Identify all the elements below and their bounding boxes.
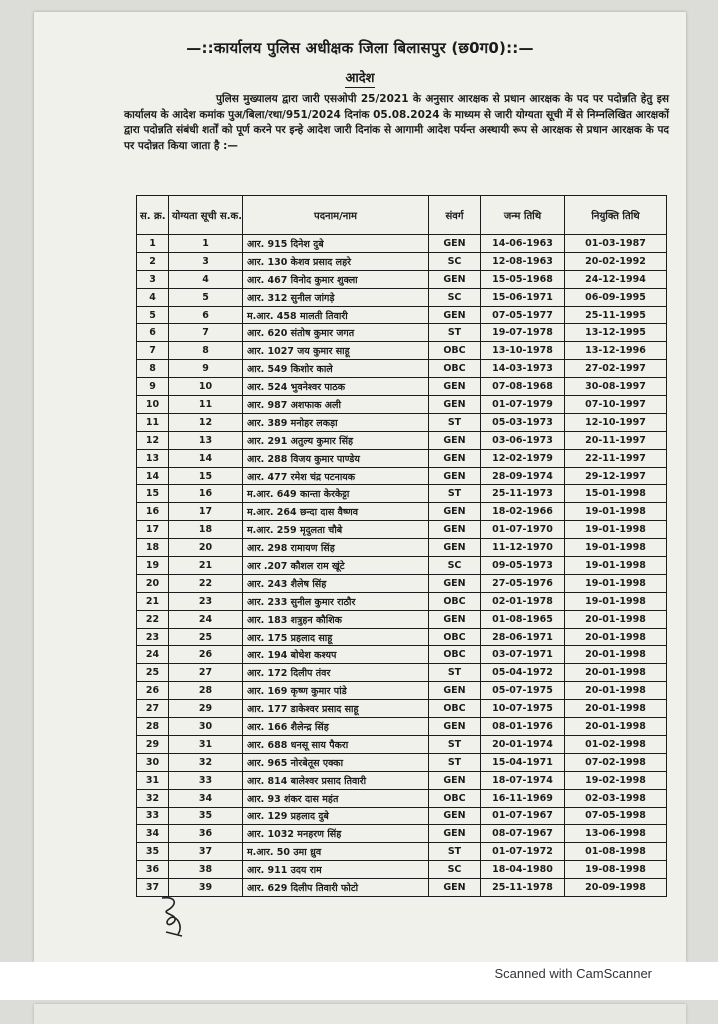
table-row	[137, 235, 667, 253]
cell-serial: 37	[137, 879, 169, 897]
cell-cadre: ST	[429, 753, 481, 771]
cell-dob: 25-11-1973	[481, 485, 565, 503]
cell-merit: 5	[169, 288, 243, 306]
cell-dob: 05-03-1973	[481, 413, 565, 431]
cell-cadre: GEN	[429, 521, 481, 539]
cell-cadre: OBC	[429, 628, 481, 646]
cell-cadre: GEN	[429, 771, 481, 789]
cell-dob: 14-06-1963	[481, 235, 565, 253]
cell-serial: 3	[137, 270, 169, 288]
cell-name: आर. 169 कृष्ण कुमार पांडे	[243, 682, 429, 700]
cell-merit: 15	[169, 467, 243, 485]
table-row	[137, 628, 667, 646]
cell-appointment: 20-01-1998	[565, 610, 667, 628]
cell-dob: 09-05-1973	[481, 557, 565, 575]
cell-cadre: GEN	[429, 539, 481, 557]
cell-appointment: 29-12-1997	[565, 467, 667, 485]
cell-serial: 10	[137, 396, 169, 414]
table-row	[137, 879, 667, 897]
cell-name: आर. 183 शत्रुहन कौशिक	[243, 610, 429, 628]
cell-name: आर. 129 प्रहलाद दुबे	[243, 807, 429, 825]
cell-merit: 13	[169, 431, 243, 449]
cell-appointment: 19-01-1998	[565, 557, 667, 575]
cell-name: आर. 965 नोरबेतूस एक्का	[243, 753, 429, 771]
cell-name: आर. 288 विजय कुमार पाण्डेय	[243, 449, 429, 467]
col-serial: स. क्र.	[137, 196, 169, 235]
cell-cadre: OBC	[429, 342, 481, 360]
table-row	[137, 646, 667, 664]
cell-dob: 08-07-1967	[481, 825, 565, 843]
cell-name: आर. 175 प्रहलाद साहू	[243, 628, 429, 646]
cell-dob: 01-07-1972	[481, 843, 565, 861]
cell-serial: 30	[137, 753, 169, 771]
cell-name: आर. 629 दिलीप तिवारी फोटो	[243, 879, 429, 897]
cell-appointment: 20-01-1998	[565, 664, 667, 682]
cell-cadre: GEN	[429, 825, 481, 843]
cell-dob: 02-01-1978	[481, 592, 565, 610]
cell-appointment: 15-01-1998	[565, 485, 667, 503]
cell-name: म.आर. 264 छन्दा दास वैष्णव	[243, 503, 429, 521]
order-intro-paragraph: पुलिस मुख्यालय द्वारा जारी एसओपी 25/2021 के अनुसार आरक्षक से प्रधान आरक्षक के पद पर पदोन्नति हेतु इस कार्यालय के आदेश कमांक पुअ/बिला/रथा/951/2024 दिनांक 05.08.2024 के माध्यम से जारी योग्यता सूची में से निम्नलिखित आरक्षकों द्वारा पदोन्नति संबंधी शर्तों को पूर्ण करने पर इन्हे आदेश जारी दिनांक से आगामी आदेश पर्यन्त अस्थायी रूप से आरक्षक से प्रधान आरक्षक के पद पर पदोन्नत किया जाता है :—	[124, 93, 669, 152]
cell-appointment: 01-08-1998	[565, 843, 667, 861]
cell-dob: 01-07-1979	[481, 396, 565, 414]
cell-cadre: GEN	[429, 235, 481, 253]
cell-appointment: 07-10-1997	[565, 396, 667, 414]
table-row	[137, 807, 667, 825]
cell-cadre: SC	[429, 557, 481, 575]
cell-name: आर. 243 शैलेष सिंह	[243, 574, 429, 592]
cell-appointment: 06-09-1995	[565, 288, 667, 306]
cell-dob: 05-07-1975	[481, 682, 565, 700]
cell-merit: 6	[169, 306, 243, 324]
cell-name: आर. 194 बोधेश कश्यप	[243, 646, 429, 664]
cell-cadre: ST	[429, 413, 481, 431]
cell-name: आर. 166 शैलेन्द्र सिंह	[243, 718, 429, 736]
table-body	[137, 235, 667, 897]
cell-serial: 22	[137, 610, 169, 628]
cell-merit: 14	[169, 449, 243, 467]
cell-name: आर. 1027 जय कुमार साहू	[243, 342, 429, 360]
cell-cadre: GEN	[429, 449, 481, 467]
table-row	[137, 342, 667, 360]
cell-dob: 03-06-1973	[481, 431, 565, 449]
cell-name: आर. 93 शंकर दास महंत	[243, 789, 429, 807]
cell-name: म.आर. 458 मालती तिवारी	[243, 306, 429, 324]
cell-serial: 26	[137, 682, 169, 700]
cell-cadre: GEN	[429, 610, 481, 628]
cell-merit: 38	[169, 861, 243, 879]
cell-cadre: GEN	[429, 467, 481, 485]
cell-dob: 15-05-1968	[481, 270, 565, 288]
cell-name: म.आर. 50 उमा ध्रुव	[243, 843, 429, 861]
cell-dob: 16-11-1969	[481, 789, 565, 807]
cell-cadre: SC	[429, 861, 481, 879]
cell-appointment: 01-03-1987	[565, 235, 667, 253]
cell-merit: 34	[169, 789, 243, 807]
cell-serial: 9	[137, 378, 169, 396]
cell-dob: 25-11-1978	[481, 879, 565, 897]
cell-cadre: OBC	[429, 360, 481, 378]
cell-dob: 12-02-1979	[481, 449, 565, 467]
table-row	[137, 592, 667, 610]
cell-merit: 33	[169, 771, 243, 789]
cell-cadre: GEN	[429, 270, 481, 288]
table-row	[137, 843, 667, 861]
cell-merit: 11	[169, 396, 243, 414]
cell-serial: 17	[137, 521, 169, 539]
col-cadre: संवर्ग	[429, 196, 481, 235]
cell-name: आर. 549 किशोर काले	[243, 360, 429, 378]
cell-merit: 8	[169, 342, 243, 360]
cell-appointment: 20-11-1997	[565, 431, 667, 449]
cell-name: म.आर. 259 मृदुलता चौबे	[243, 521, 429, 539]
table-row	[137, 270, 667, 288]
col-name: पदनाम/नाम	[243, 196, 429, 235]
cell-merit: 28	[169, 682, 243, 700]
cell-dob: 01-08-1965	[481, 610, 565, 628]
cell-appointment: 20-01-1998	[565, 700, 667, 718]
cell-dob: 20-01-1974	[481, 735, 565, 753]
cell-merit: 10	[169, 378, 243, 396]
cell-serial: 7	[137, 342, 169, 360]
cell-merit: 36	[169, 825, 243, 843]
cell-merit: 18	[169, 521, 243, 539]
cell-appointment: 19-01-1998	[565, 574, 667, 592]
cell-merit: 39	[169, 879, 243, 897]
cell-merit: 35	[169, 807, 243, 825]
cell-appointment: 20-01-1998	[565, 646, 667, 664]
cell-appointment: 20-01-1998	[565, 682, 667, 700]
table-row	[137, 574, 667, 592]
table-row	[137, 449, 667, 467]
cell-name: आर. 911 उदय राम	[243, 861, 429, 879]
table-row	[137, 485, 667, 503]
cell-cadre: ST	[429, 664, 481, 682]
cell-appointment: 02-03-1998	[565, 789, 667, 807]
cell-serial: 24	[137, 646, 169, 664]
cell-merit: 12	[169, 413, 243, 431]
cell-serial: 25	[137, 664, 169, 682]
cell-appointment: 22-11-1997	[565, 449, 667, 467]
cell-cadre: GEN	[429, 396, 481, 414]
cell-appointment: 25-11-1995	[565, 306, 667, 324]
cell-serial: 16	[137, 503, 169, 521]
cell-serial: 6	[137, 324, 169, 342]
cell-appointment: 19-02-1998	[565, 771, 667, 789]
office-header: —::कार्यालय पुलिस अधीक्षक जिला बिलासपुर (छ0ग0)::—	[186, 39, 534, 57]
table-row	[137, 324, 667, 342]
cell-appointment: 07-02-1998	[565, 753, 667, 771]
cell-appointment: 01-02-1998	[565, 735, 667, 753]
cell-name: आर. 312 सुनील जांगड़े	[243, 288, 429, 306]
cell-appointment: 27-02-1997	[565, 360, 667, 378]
cell-dob: 01-07-1967	[481, 807, 565, 825]
cell-serial: 19	[137, 557, 169, 575]
cell-merit: 17	[169, 503, 243, 521]
cell-serial: 8	[137, 360, 169, 378]
cell-merit: 20	[169, 539, 243, 557]
table-row	[137, 557, 667, 575]
cell-cadre: ST	[429, 324, 481, 342]
cell-serial: 15	[137, 485, 169, 503]
table-row	[137, 288, 667, 306]
cell-serial: 36	[137, 861, 169, 879]
cell-appointment: 13-12-1995	[565, 324, 667, 342]
cell-dob: 07-05-1977	[481, 306, 565, 324]
cell-serial: 35	[137, 843, 169, 861]
cell-cadre: GEN	[429, 503, 481, 521]
cell-serial: 23	[137, 628, 169, 646]
cell-cadre: OBC	[429, 646, 481, 664]
cell-dob: 19-07-1978	[481, 324, 565, 342]
cell-cadre: OBC	[429, 592, 481, 610]
cell-merit: 31	[169, 735, 243, 753]
cell-merit: 27	[169, 664, 243, 682]
cell-appointment: 19-01-1998	[565, 503, 667, 521]
cell-serial: 12	[137, 431, 169, 449]
cell-serial: 11	[137, 413, 169, 431]
cell-merit: 9	[169, 360, 243, 378]
cell-appointment: 19-01-1998	[565, 539, 667, 557]
cell-cadre: GEN	[429, 718, 481, 736]
col-dob: जन्म तिथि	[481, 196, 565, 235]
cell-cadre: ST	[429, 735, 481, 753]
cell-merit: 4	[169, 270, 243, 288]
cell-serial: 28	[137, 718, 169, 736]
cell-serial: 32	[137, 789, 169, 807]
cell-serial: 27	[137, 700, 169, 718]
cell-name: म.आर. 649 कान्ता केरकेट्टा	[243, 485, 429, 503]
cell-dob: 18-04-1980	[481, 861, 565, 879]
cell-appointment: 13-12-1996	[565, 342, 667, 360]
table-row	[137, 539, 667, 557]
cell-name: आर. 389 मनोहर लकड़ा	[243, 413, 429, 431]
table-row	[137, 700, 667, 718]
table-row	[137, 610, 667, 628]
table-row	[137, 431, 667, 449]
table-row	[137, 360, 667, 378]
cell-merit: 30	[169, 718, 243, 736]
cell-serial: 1	[137, 235, 169, 253]
table-row	[137, 735, 667, 753]
promotion-table	[136, 195, 667, 897]
table-row	[137, 825, 667, 843]
cell-cadre: OBC	[429, 789, 481, 807]
cell-name: आर. 915 दिनेश दुबे	[243, 235, 429, 253]
cell-dob: 28-09-1974	[481, 467, 565, 485]
col-merit: योग्यता सूची स.क.	[169, 196, 243, 235]
cell-appointment: 30-08-1997	[565, 378, 667, 396]
cell-name: आर. 814 बालेश्वर प्रसाद तिवारी	[243, 771, 429, 789]
cell-name: आर. 172 दिलीप तंवर	[243, 664, 429, 682]
cell-dob: 15-04-1971	[481, 753, 565, 771]
cell-serial: 20	[137, 574, 169, 592]
cell-cadre: GEN	[429, 574, 481, 592]
cell-name: आर. 291 अतुल्य कुमार सिंह	[243, 431, 429, 449]
next-page-edge	[34, 1004, 686, 1024]
cell-serial: 33	[137, 807, 169, 825]
cell-cadre: OBC	[429, 700, 481, 718]
cell-cadre: GEN	[429, 378, 481, 396]
cell-cadre: SC	[429, 252, 481, 270]
table-row	[137, 753, 667, 771]
table-row	[137, 413, 667, 431]
table-row	[137, 718, 667, 736]
table-header-row	[137, 196, 667, 235]
cell-dob: 10-07-1975	[481, 700, 565, 718]
cell-appointment: 24-12-1994	[565, 270, 667, 288]
cell-serial: 13	[137, 449, 169, 467]
cell-serial: 34	[137, 825, 169, 843]
cell-name: आर. 233 सुनील कुमार राठौर	[243, 592, 429, 610]
cell-dob: 03-07-1971	[481, 646, 565, 664]
cell-dob: 18-07-1974	[481, 771, 565, 789]
cell-merit: 22	[169, 574, 243, 592]
cell-merit: 32	[169, 753, 243, 771]
cell-name: आर. 620 संतोष कुमार जगत	[243, 324, 429, 342]
cell-dob: 14-03-1973	[481, 360, 565, 378]
table-row	[137, 503, 667, 521]
cell-merit: 3	[169, 252, 243, 270]
cell-name: आर. 477 रमेश चंद्र पटनायक	[243, 467, 429, 485]
cell-merit: 21	[169, 557, 243, 575]
cell-cadre: GEN	[429, 807, 481, 825]
cell-name: आर .207 कौशल राम खूंटे	[243, 557, 429, 575]
cell-name: आर. 1032 मनहरण सिंह	[243, 825, 429, 843]
cell-merit: 26	[169, 646, 243, 664]
signature-mark	[154, 892, 194, 940]
document-page	[34, 12, 686, 962]
cell-merit: 25	[169, 628, 243, 646]
cell-name: आर. 177 डाकेश्वर प्रसाद साहू	[243, 700, 429, 718]
table-row	[137, 378, 667, 396]
cell-serial: 2	[137, 252, 169, 270]
cell-appointment: 07-05-1998	[565, 807, 667, 825]
cell-merit: 7	[169, 324, 243, 342]
cell-dob: 15-06-1971	[481, 288, 565, 306]
cell-appointment: 20-02-1992	[565, 252, 667, 270]
order-heading: आदेश	[345, 71, 375, 86]
cell-cadre: ST	[429, 485, 481, 503]
cell-dob: 12-08-1963	[481, 252, 565, 270]
table-row	[137, 789, 667, 807]
cell-appointment: 20-01-1998	[565, 718, 667, 736]
cell-merit: 24	[169, 610, 243, 628]
cell-appointment: 19-08-1998	[565, 861, 667, 879]
col-appointment: नियुक्ति तिथि	[565, 196, 667, 235]
cell-dob: 18-02-1966	[481, 503, 565, 521]
table-row	[137, 771, 667, 789]
cell-dob: 08-01-1976	[481, 718, 565, 736]
cell-merit: 37	[169, 843, 243, 861]
cell-serial: 31	[137, 771, 169, 789]
cell-serial: 4	[137, 288, 169, 306]
table-row	[137, 664, 667, 682]
table-row	[137, 396, 667, 414]
table-row	[137, 467, 667, 485]
cell-merit: 16	[169, 485, 243, 503]
cell-dob: 11-12-1970	[481, 539, 565, 557]
cell-cadre: GEN	[429, 682, 481, 700]
cell-name: आर. 467 विनोद कुमार शुक्ला	[243, 270, 429, 288]
cell-dob: 27-05-1976	[481, 574, 565, 592]
cell-dob: 13-10-1978	[481, 342, 565, 360]
cell-serial: 18	[137, 539, 169, 557]
cell-serial: 14	[137, 467, 169, 485]
cell-name: आर. 130 केशव प्रसाद लहरे	[243, 252, 429, 270]
table-row	[137, 252, 667, 270]
table-row	[137, 521, 667, 539]
cell-dob: 01-07-1970	[481, 521, 565, 539]
cell-name: आर. 987 अशफाक अली	[243, 396, 429, 414]
cell-merit: 1	[169, 235, 243, 253]
cell-appointment: 13-06-1998	[565, 825, 667, 843]
cell-cadre: SC	[429, 288, 481, 306]
table-row	[137, 682, 667, 700]
cell-name: आर. 688 धनसू साय पैकरा	[243, 735, 429, 753]
cell-cadre: GEN	[429, 306, 481, 324]
cell-cadre: GEN	[429, 879, 481, 897]
cell-dob: 28-06-1971	[481, 628, 565, 646]
cell-dob: 07-08-1968	[481, 378, 565, 396]
cell-serial: 29	[137, 735, 169, 753]
cell-appointment: 19-01-1998	[565, 521, 667, 539]
cell-cadre: GEN	[429, 431, 481, 449]
cell-appointment: 20-01-1998	[565, 628, 667, 646]
cell-serial: 5	[137, 306, 169, 324]
cell-appointment: 19-01-1998	[565, 592, 667, 610]
cell-name: आर. 524 भुवनेश्वर पाठक	[243, 378, 429, 396]
cell-name: आर. 298 रामायण सिंह	[243, 539, 429, 557]
table-row	[137, 306, 667, 324]
camscanner-watermark: Scanned with CamScanner	[494, 966, 652, 981]
cell-merit: 29	[169, 700, 243, 718]
cell-merit: 23	[169, 592, 243, 610]
cell-appointment: 20-09-1998	[565, 879, 667, 897]
cell-appointment: 12-10-1997	[565, 413, 667, 431]
cell-cadre: ST	[429, 843, 481, 861]
table-row	[137, 861, 667, 879]
cell-serial: 21	[137, 592, 169, 610]
cell-dob: 05-04-1972	[481, 664, 565, 682]
